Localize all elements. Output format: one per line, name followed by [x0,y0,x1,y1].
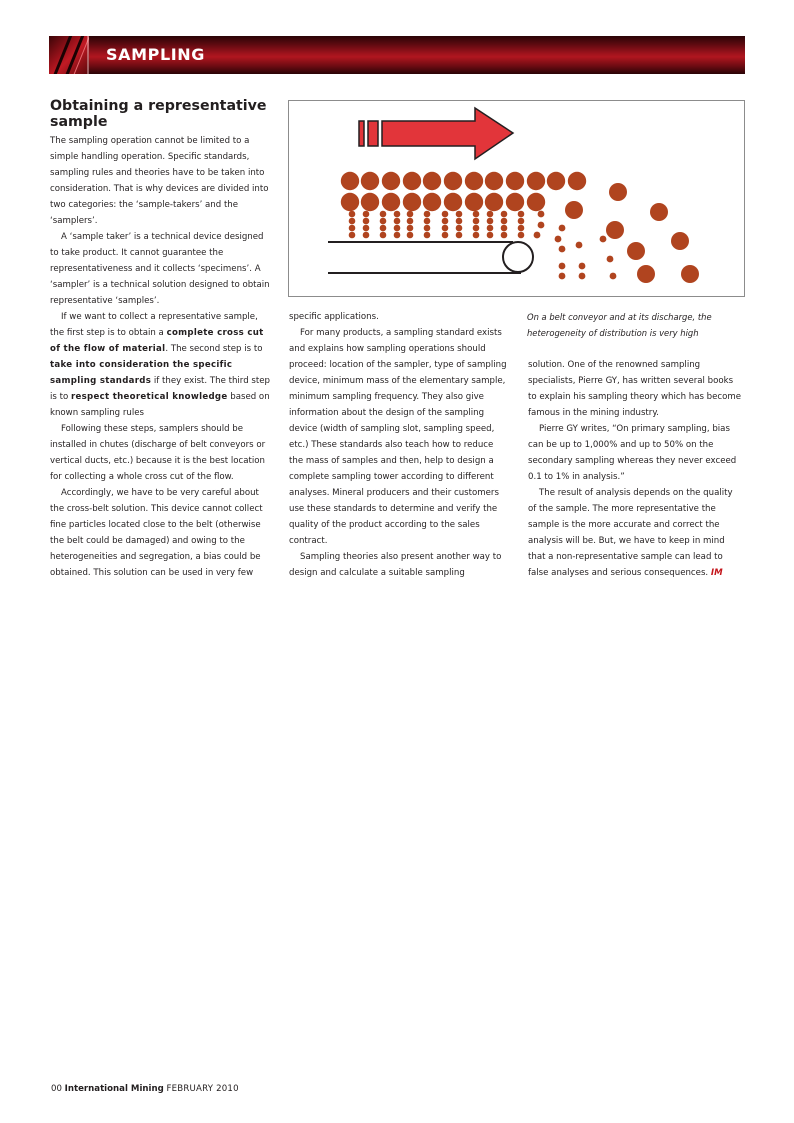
international-mining-logo-icon [49,36,89,74]
end-of-article-mark: IM [710,568,723,578]
paragraph [528,485,743,581]
paragraph: For many products, a sampling standard exists and explains how sampling operations should proceed: location of the sampler, type of sampling device, minimum mass of the elementary sample, minimum sampling frequency. They also give information about the design of the sampling device (width of sampling slot, sampling speed, etc.) These standards also teach how to reduce the mass of samples and then, help to design a complete sampling tower according to different analyses. Mineral producers and their customers use these standards to determine and verify the quality of the product according to the sales contract. [289,328,507,546]
paragraph: Pierre GY writes, “On primary sampling, bias can be up to 1,000% and up to 50% on the secondary sampling whereas they never exceed 0.1 to 1% in analysis.” [528,424,737,482]
text-run: . The second step is to [165,344,263,354]
paragraph: solution. One of the renowned sampling specialists, Pierre GY, has written several books to explain his sampling theory which has become famous in the mining industry. [528,360,742,418]
paragraph: Accordingly, we have to be very careful about the cross-belt solution. This device cannot collect fine particles located close to the belt (otherwise the belt could be damaged) and owing to the heterogeneities and segregation, a bias could be obtained. This solution can be used in very few [50,488,263,578]
text-run: based on known sampling rules [50,392,270,418]
page-number: 00 [51,1084,62,1094]
conveyor-heterogeneity-illustration [289,101,744,296]
article-column-3 [528,357,743,581]
paragraph: A ‘sample taker’ is a technical device designed to take product. It cannot guarantee the representativeness and it collects ‘specimens’. A ‘sampler’ is a technical solution designed to obtain representative ‘samples’. [50,232,270,306]
page-footer [51,1083,239,1095]
article-headline: Obtaining a representative sample [50,98,267,130]
issue-date: FEBRUARY 2010 [166,1084,239,1094]
text-run: If we want to collect a representative sample, the first step is to obtain a [50,312,258,338]
logo-edge [87,36,89,74]
article-column-2 [289,309,507,581]
emphasis-text: complete cross cut of the flow of material [50,328,264,354]
paragraph: Sampling theories also present another way to design and calculate a suitable sampling [289,552,502,578]
text-run: The result of analysis depends on the quality of the sample. The more representative the sample is the more accurate and correct the analysis will be. But, we have to keep in mind that a non-representative sample can lead to false analyses and serious consequences. [528,488,733,578]
text-run: if they exist. The third step is to [50,376,270,402]
section-title: SAMPLING [106,45,206,64]
paragraph: specific applications. [289,312,379,322]
article-column-1 [50,133,270,581]
publication-name: International Mining [64,1084,164,1094]
belt-conveyor-icon [328,242,533,273]
flow-direction-arrow-icon [359,108,513,159]
paragraph: Following these steps, samplers should be installed in chutes (discharge of belt conveyors or vertical ducts, etc.) because it is the best location for collecting a whole cross cut of the flow. [50,424,266,482]
emphasis-text: respect theoretical knowledge [70,392,228,402]
belt-conveyor-diagram [288,100,745,297]
emphasis-text: take into consideration the specific sampling standards [50,360,233,386]
figure-caption: On a belt conveyor and at its discharge, the heterogeneity of distribution is very high [527,312,712,338]
paragraph [50,309,270,421]
paragraph: The sampling operation cannot be limited to a simple handling operation. Specific standards, sampling rules and theories have to be taken into consideration. That is why devices are divided into two categories: the ‘sample-takers’ and the ‘samplers’. [50,136,269,226]
